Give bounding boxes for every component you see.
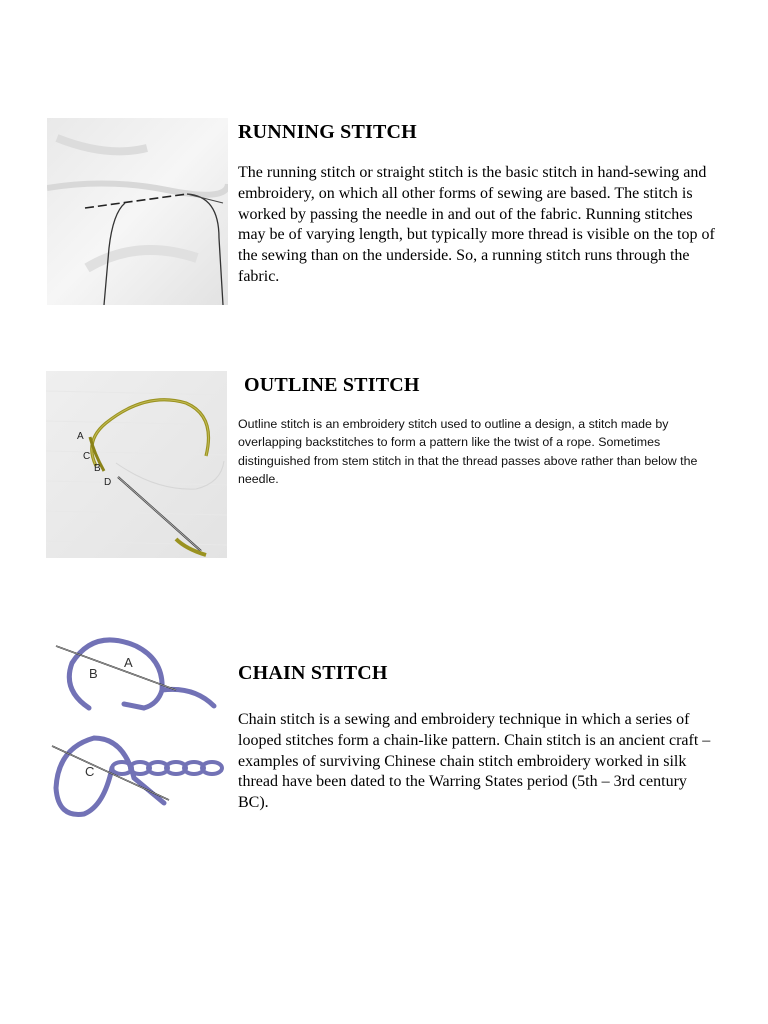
outline-stitch-image: [46, 371, 227, 558]
label-b: B: [89, 666, 98, 681]
section-title: OUTLINE STITCH: [244, 374, 420, 396]
label-c: C: [83, 451, 91, 462]
chain-stitch-image: [44, 628, 230, 824]
section-body: Chain stitch is a sewing and embroidery technique in which a series of looped stitches form a chain-like pattern. Chain stitch is an ancient craft – examples of surviving Chinese chain stitch embroidery worked in silk thread have been dated to the Warring States period (5th – 3rd century BC).: [238, 711, 711, 812]
label-b: B: [94, 463, 101, 474]
section-body: Outline stitch is an embroidery stitch used to outline a design, a stitch made by overlapping backstitches to form a pattern like the twist of a rope. Sometimes distinguished from stem stitch in that the thread passes above rather than below the needle.: [238, 417, 698, 487]
label-d: D: [104, 477, 112, 488]
section-body: The running stitch or straight stitch is the basic stitch in hand-sewing and embroidery, on which all other forms of sewing are based. The stitch is worked by passing the needle in and out of the fabric. Running stitches may be of varying length, but typically more thread is visible on the top of the sewing than on the underside. So, a running stitch runs through the fabric.: [238, 164, 715, 285]
section-title: RUNNING STITCH: [238, 121, 417, 143]
label-a: A: [77, 431, 84, 442]
label-a: A: [124, 655, 133, 670]
running-stitch-image: [47, 118, 228, 305]
section-title: CHAIN STITCH: [238, 662, 388, 684]
label-c: C: [85, 764, 95, 779]
